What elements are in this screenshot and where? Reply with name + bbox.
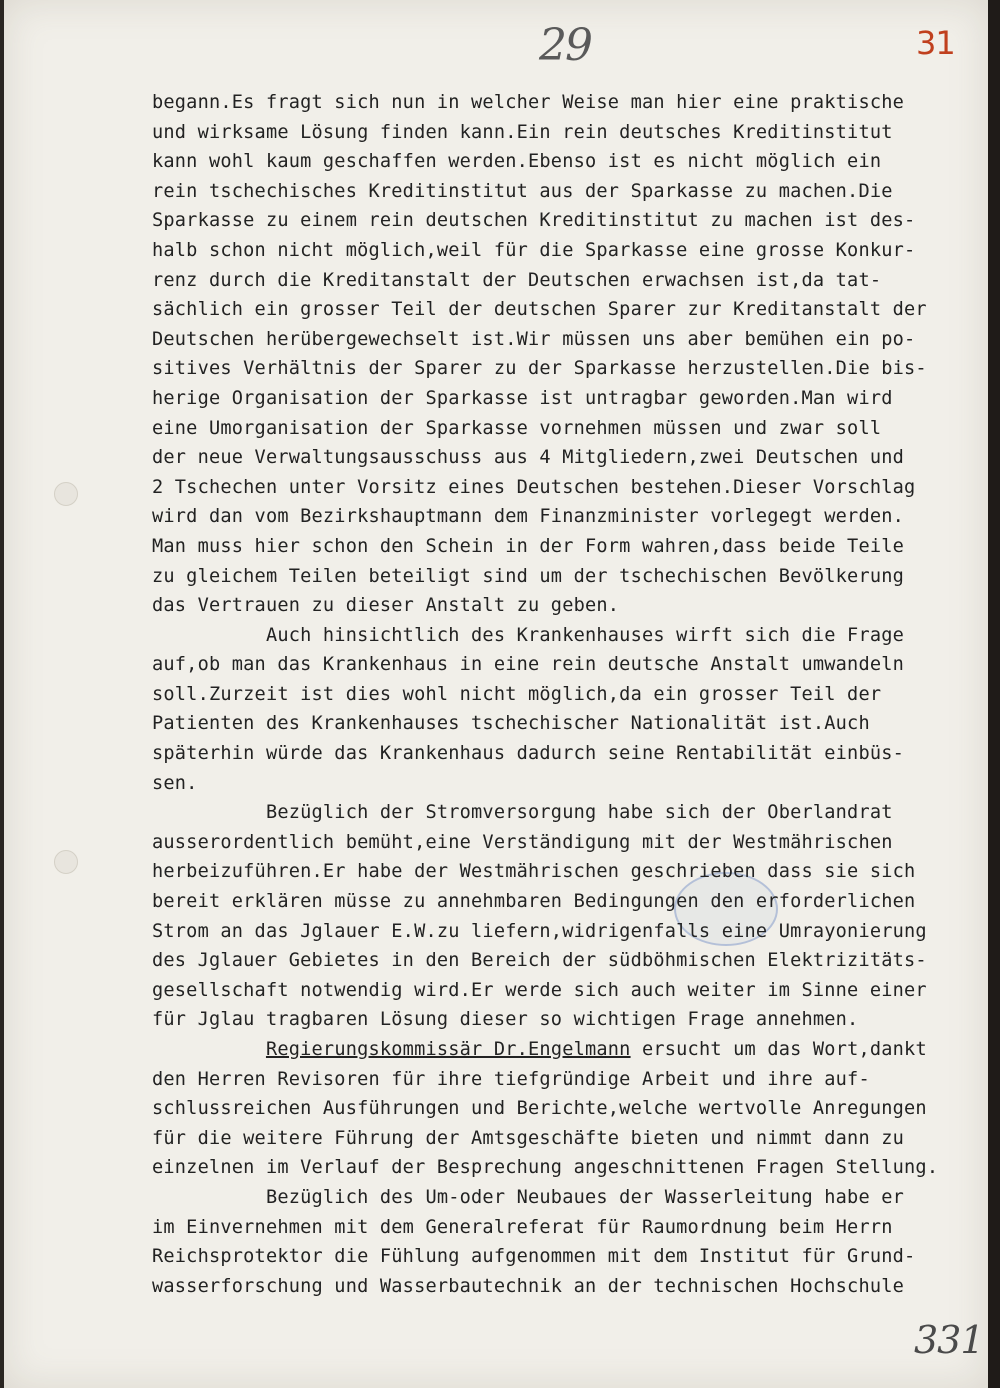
text-line: sen. xyxy=(152,772,198,794)
text-line: bereit erklären müsse zu annehmbaren Bedingungen den erforderlichen xyxy=(152,891,916,913)
text-line: gesellschaft notwendig wird.Er werde sich auch weiter im Sinne einer xyxy=(152,979,927,1001)
text-line: Bezüglich des Um-oder Neubaues der Wasserleitung habe er xyxy=(152,1186,905,1208)
text-line: Strom an das Jglauer E.W.zu liefern,widrigenfalls eine Umrayonierung xyxy=(152,920,927,942)
text-line: ausserordentlich bemüht,eine Verständigung mit der Westmährischen xyxy=(152,831,893,853)
text-line: begann.Es fragt sich nun in welcher Weise man hier eine praktische xyxy=(152,92,905,113)
text-line: wird dan vom Bezirkshauptmann dem Finanzminister vorlegegt werden. xyxy=(152,506,905,528)
text-line: das Vertrauen zu dieser Anstalt zu geben. xyxy=(152,595,620,617)
text-line: für Jglau tragbaren Lösung dieser so wichtigen Frage annehmen. xyxy=(152,1009,859,1031)
text-line: renz durch die Kreditanstalt der Deutschen erwachsen ist,da tat- xyxy=(152,269,882,291)
text-line: den Herren Revisoren für ihre tiefgründige Arbeit und ihre auf- xyxy=(152,1068,870,1090)
scan-border xyxy=(988,0,1000,1388)
text-line: herbeizuführen.Er habe der Westmährischen geschrieben dass sie sich xyxy=(152,861,916,883)
text-line: der neue Verwaltungsausschuss aus 4 Mitgliedern,zwei Deutschen und xyxy=(152,447,905,469)
text-line: späterhin würde das Krankenhaus dadurch seine Rentabilität einbüs- xyxy=(152,743,905,765)
text-line: herige Organisation der Sparkasse ist untragbar geworden.Man wird xyxy=(152,387,893,409)
text-line: soll.Zurzeit ist dies wohl nicht möglich,da ein grosser Teil der xyxy=(152,683,882,705)
text-line: Reichsprotektor die Fühlung aufgenommen mit dem Institut für Grund- xyxy=(152,1246,916,1268)
text-line: des Jglauer Gebietes in den Bereich der südböhmischen Elektrizitäts- xyxy=(152,950,927,972)
text-line: schlussreichen Ausführungen und Berichte,welche wertvolle Anregungen xyxy=(152,1098,927,1120)
text-line: sitives Verhältnis der Sparer zu der Sparkasse herzustellen.Die bis- xyxy=(152,358,927,380)
text-line: Man muss hier schon den Schein in der Form wahren,dass beide Teile xyxy=(152,535,905,557)
speaker-name: Regierungskommissär Dr.Engelmann xyxy=(265,1039,631,1060)
text-line: 2 Tschechen unter Vorsitz eines Deutschen bestehen.Dieser Vorschlag xyxy=(152,476,916,498)
speaker-line-rest: ersucht um das Wort,dankt xyxy=(641,1039,927,1060)
text-line: halb schon nicht möglich,weil für die Sparkasse eine grosse Konkur- xyxy=(152,239,916,261)
text-line: für die weitere Führung der Amtsgeschäfte bieten und nimmt dann zu xyxy=(152,1127,905,1149)
text-line: Patienten des Krankenhauses tschechischer Nationalität ist.Auch xyxy=(152,713,870,735)
folio-number: 331 xyxy=(914,1318,984,1362)
text-line: zu gleichem Teilen beteiligt sind um der tschechischen Bevölkerung xyxy=(152,565,905,587)
text-line: Bezüglich der Stromversorgung habe sich der Oberlandrat xyxy=(152,802,893,824)
punch-hole xyxy=(54,850,78,874)
text-line-speaker xyxy=(152,1035,972,1065)
text-line: kann wohl kaum geschaffen werden.Ebenso ist es nicht möglich ein xyxy=(152,151,882,173)
text-line: wasserforschung und Wasserbautechnik an der technischen Hochschule xyxy=(152,1275,905,1297)
text-line: Sparkasse zu einem rein deutschen Kreditinstitut zu machen ist des- xyxy=(152,210,916,232)
text-line: auf,ob man das Krankenhaus in eine rein deutsche Anstalt umwandeln xyxy=(152,654,905,676)
pencil-page-number: 29 xyxy=(539,20,591,71)
text-line: im Einvernehmen mit dem Generalreferat für Raumordnung beim Herrn xyxy=(152,1216,893,1238)
text-line: Auch hinsichtlich des Krankenhauses wirft sich die Frage xyxy=(152,624,905,646)
text-line: sächlich ein grosser Teil der deutschen Sparer zur Kreditanstalt der xyxy=(152,299,927,321)
text-line: einzelnen im Verlauf der Besprechung angeschnittenen Fragen Stellung. xyxy=(152,1157,939,1179)
text-line: und wirksame Lösung finden kann.Ein rein deutsches Kreditinstitut xyxy=(152,121,893,143)
red-page-number: 31 xyxy=(916,24,955,62)
text-line: Deutschen herübergewechselt ist.Wir müssen uns aber bemühen ein po- xyxy=(152,328,916,350)
typed-text-block xyxy=(152,88,972,1301)
document-page xyxy=(4,0,988,1388)
text-line: eine Umorganisation der Sparkasse vornehmen müssen und zwar soll xyxy=(152,417,882,439)
punch-hole xyxy=(54,482,78,506)
text-line: rein tschechisches Kreditinstitut aus der Sparkasse zu machen.Die xyxy=(152,180,893,202)
